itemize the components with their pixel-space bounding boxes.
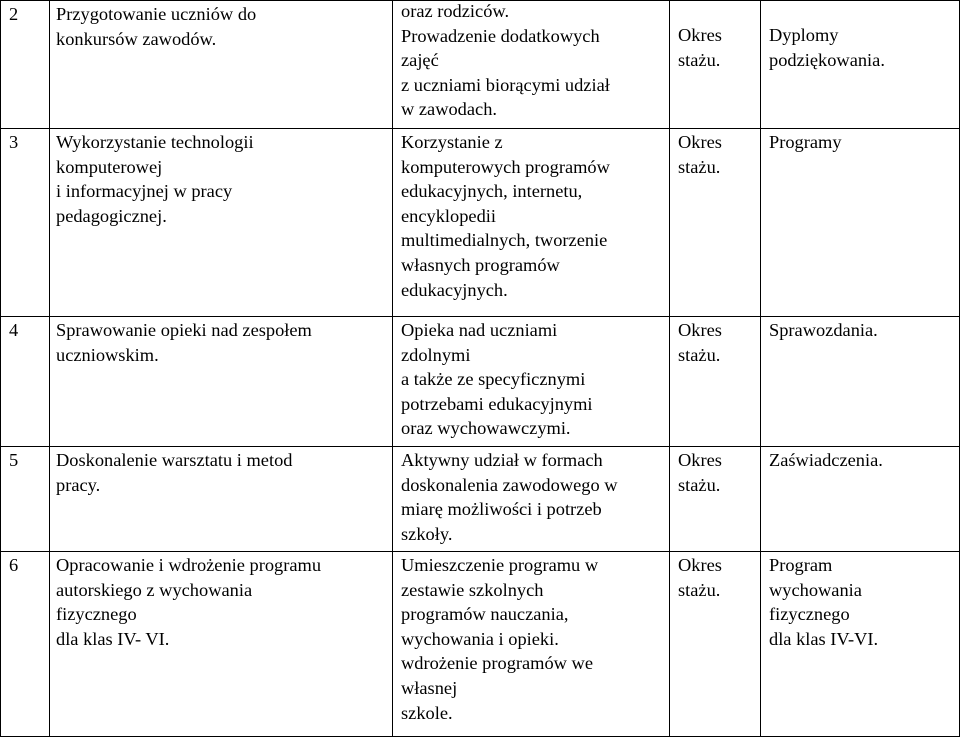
table-row [1, 129, 960, 317]
plan-table-body [1, 1, 960, 737]
table-row [1, 447, 960, 552]
method-cell: Opieka nad uczniami zdolnymi a także ze specyficznymi potrzebami edukacyjnymi oraz wychowawczymi. [393, 317, 670, 447]
task-cell: Sprawowanie opieki nad zespołem uczniowskim. [50, 317, 393, 447]
table-row [1, 1, 960, 129]
proof-cell: Dyplomy podziękowania. [761, 1, 960, 129]
term-cell: Okres stażu. [670, 317, 761, 447]
task-cell: Opracowanie i wdrożenie programu autorskiego z wychowania fizycznego dla klas IV- VI. [50, 552, 393, 737]
task-cell: Doskonalenie warsztatu i metod pracy. [50, 447, 393, 552]
method-cell: Umieszczenie programu w zestawie szkolnych programów nauczania, wychowania i opieki. wdrożenie programów we własnej szkole. [393, 552, 670, 737]
method-cell: oraz rodziców. Prowadzenie dodatkowych zajęć z uczniami biorącymi udział w zawodach. [393, 1, 670, 129]
proof-cell: Program wychowania fizycznego dla klas IV-VI. [761, 552, 960, 737]
task-cell: Wykorzystanie technologii komputerowej i informacyjnej w pracy pedagogicznej. [50, 129, 393, 317]
term-cell: Okres stażu. [670, 447, 761, 552]
term-cell: Okres stażu. [670, 1, 761, 129]
task-cell: Przygotowanie uczniów do konkursów zawodów. [50, 1, 393, 129]
proof-cell: Zaświadczenia. [761, 447, 960, 552]
row-number: 5 [1, 447, 50, 552]
table-row [1, 317, 960, 447]
row-number: 2 [1, 1, 50, 129]
proof-cell: Programy [761, 129, 960, 317]
method-cell: Aktywny udział w formach doskonalenia zawodowego w miarę możliwości i potrzeb szkoły. [393, 447, 670, 552]
row-number: 4 [1, 317, 50, 447]
term-cell: Okres stażu. [670, 129, 761, 317]
row-number: 6 [1, 552, 50, 737]
proof-cell: Sprawozdania. [761, 317, 960, 447]
method-cell: Korzystanie z komputerowych programów edukacyjnych, internetu, encyklopedii multimedialnych, tworzenie własnych programów edukacyjnych. [393, 129, 670, 317]
term-cell: Okres stażu. [670, 552, 761, 737]
table-row [1, 552, 960, 737]
row-number: 3 [1, 129, 50, 317]
